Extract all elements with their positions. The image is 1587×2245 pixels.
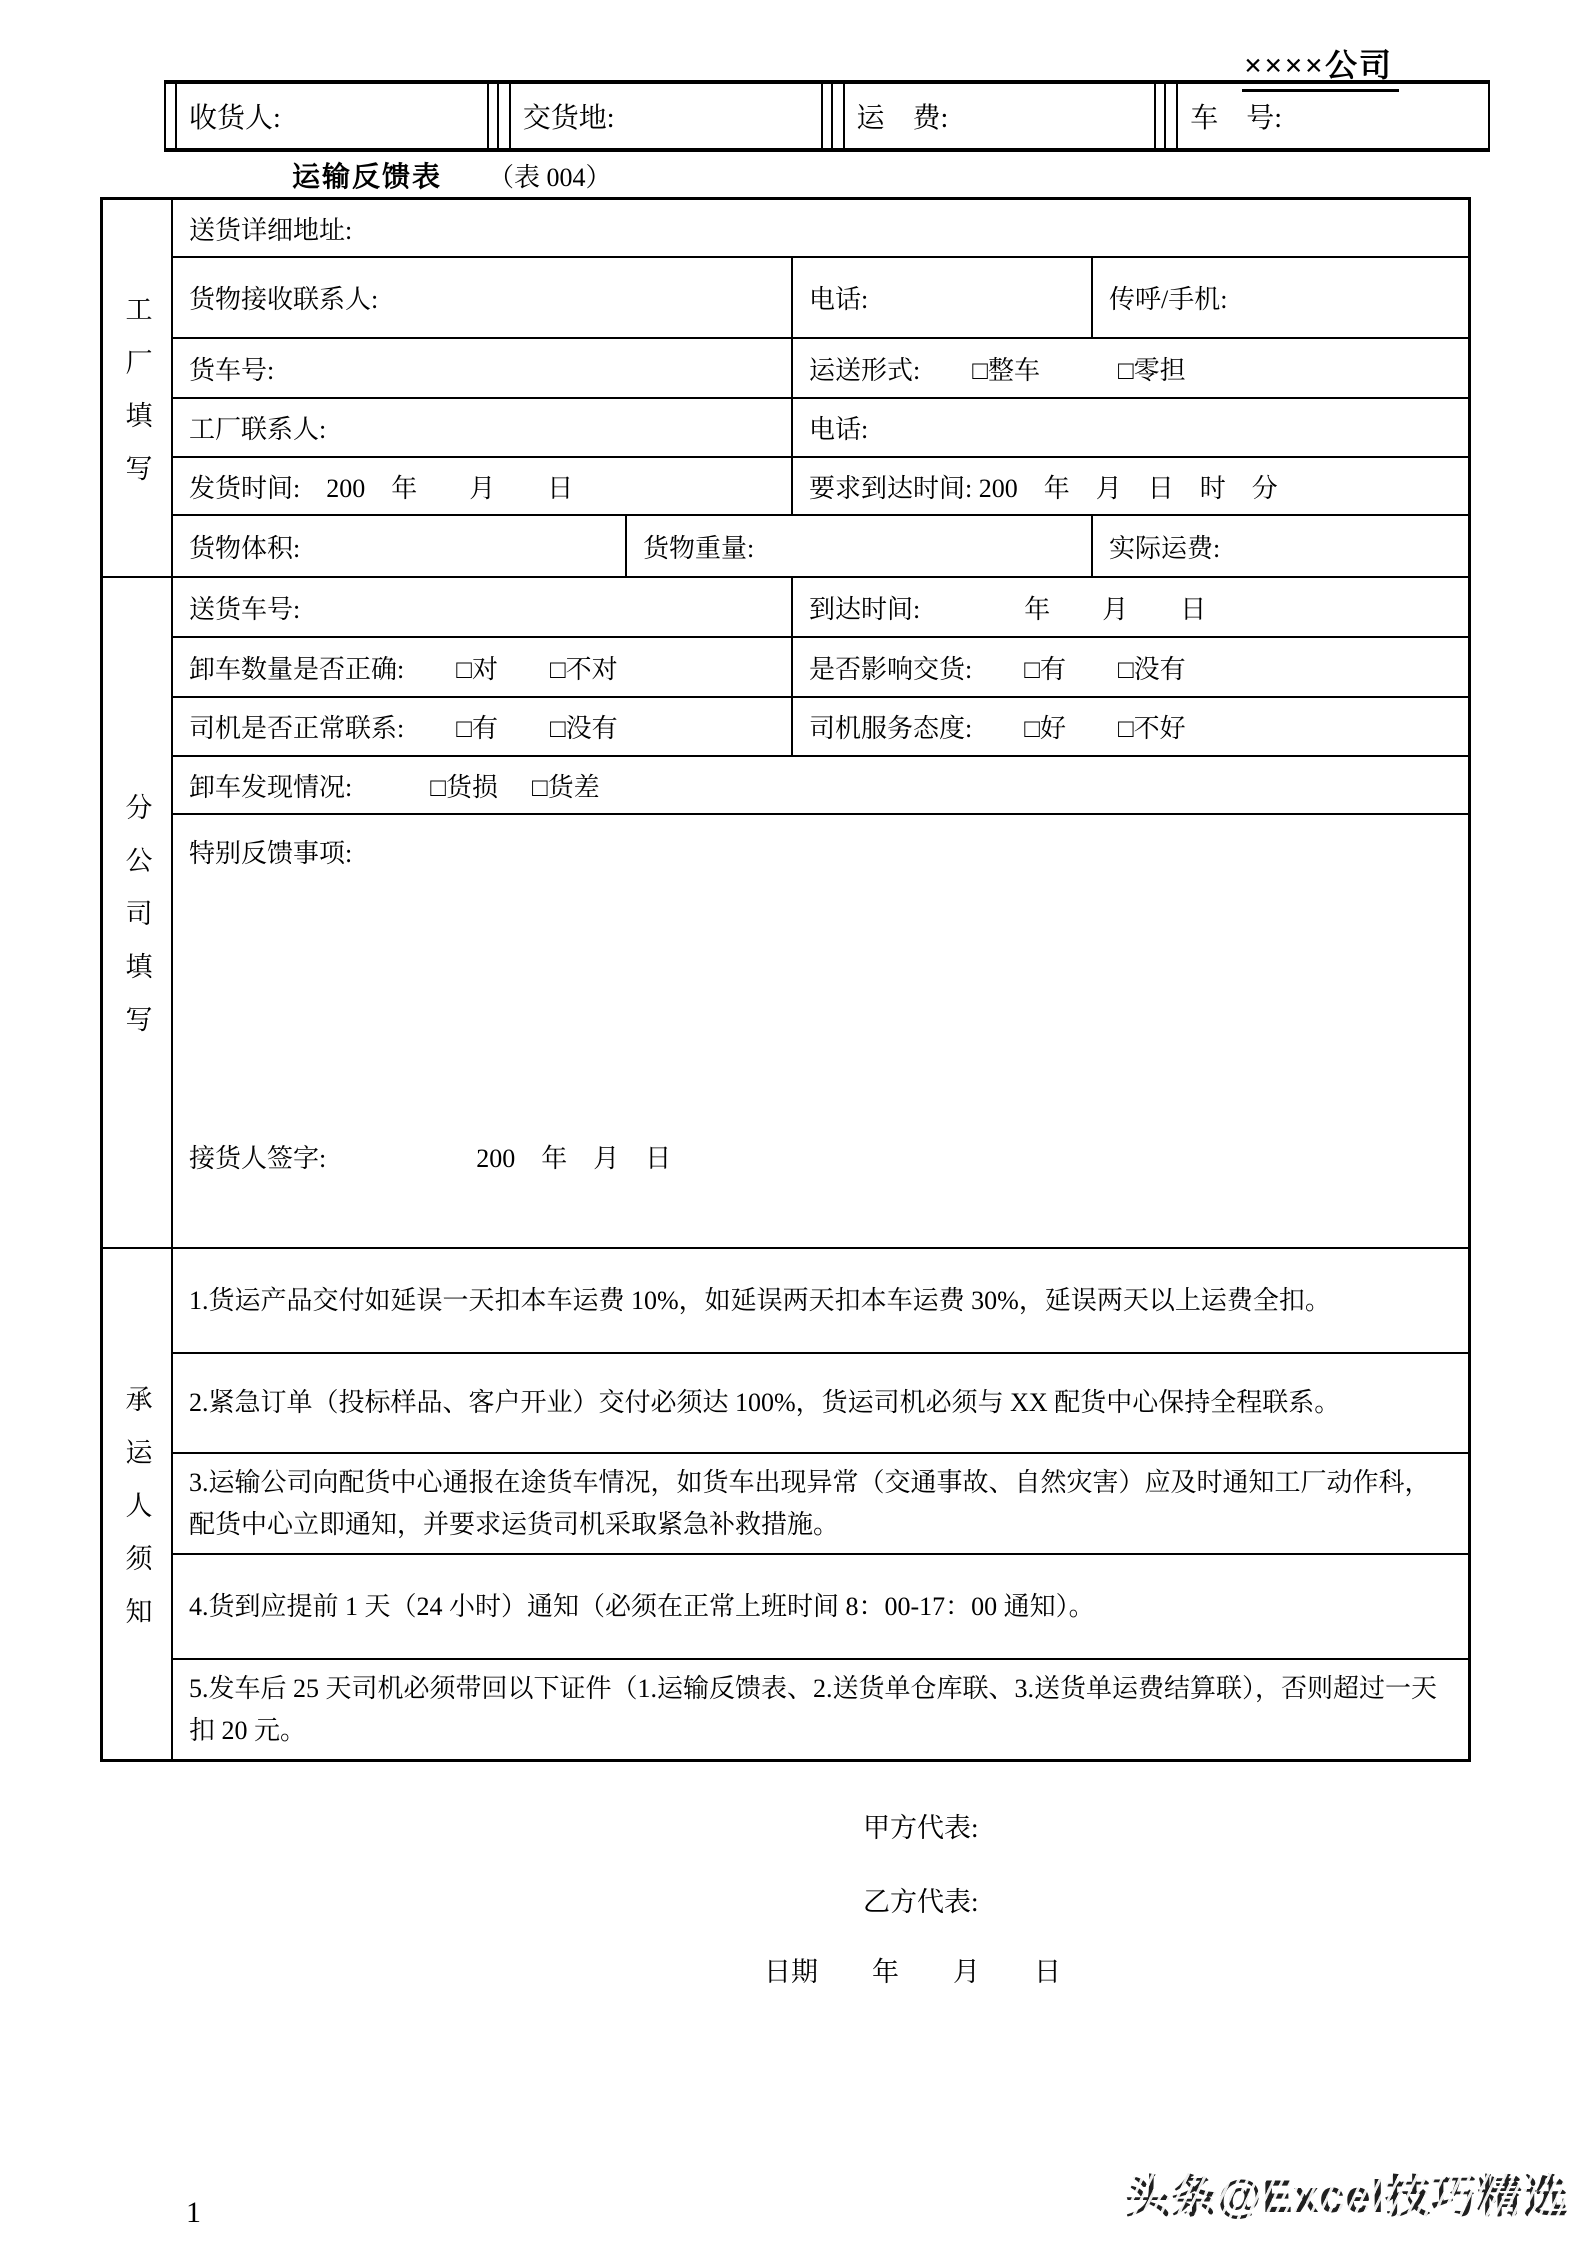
branch-section xyxy=(103,576,1468,1247)
table-row xyxy=(173,638,1468,698)
checkbox-attitude-good[interactable]: □好 xyxy=(1024,714,1066,743)
cargo-weight-label: 货物重量: xyxy=(643,533,755,563)
carrier-note-1: 1.货运产品交付如延误一天扣本车运费 10%，如延误两天扣本车运费 30%，延误两天以上运费全扣。 xyxy=(189,1285,1331,1315)
unload-findings-label: 卸车发现情况: xyxy=(189,772,353,802)
party-a-representative: 甲方代表: xyxy=(863,1813,979,1843)
header-boxes-row xyxy=(164,80,1490,152)
table-row xyxy=(173,815,1468,1247)
checkbox-cargo-damage[interactable]: □货损 xyxy=(430,772,498,802)
receiver-contact-label: 货物接收联系人: xyxy=(189,285,379,314)
required-arrival-label: 要求到达时间: 200 年 月 日 时 分 xyxy=(809,473,1278,503)
delivery-address-field[interactable] xyxy=(173,200,1468,256)
checkbox-qty-incorrect[interactable]: □不对 xyxy=(549,654,618,684)
driver-attitude-label: 司机服务态度: xyxy=(809,714,973,743)
table-row xyxy=(173,339,1468,399)
driver-attitude-field xyxy=(791,698,1468,755)
consignee-label: 收货人: xyxy=(189,103,281,134)
divider-line xyxy=(1156,84,1176,148)
delivery-truck-no-field[interactable] xyxy=(173,578,791,636)
party-b-representative: 乙方代表: xyxy=(863,1887,979,1917)
table-row xyxy=(173,399,1468,458)
unload-qty-label: 卸车数量是否正确: xyxy=(189,654,405,684)
table-row xyxy=(173,1354,1468,1454)
actual-freight-field[interactable] xyxy=(1091,516,1468,576)
divider-line xyxy=(164,84,175,148)
carrier-note-5: 5.发车后 25 天司机必须带回以下证件（1.运输反馈表、2.送货单仓库联、3.送货单运费结算联），否则超过一天扣 20 元。 xyxy=(189,1673,1438,1745)
checkbox-qty-correct[interactable]: □对 xyxy=(456,654,498,684)
table-row xyxy=(173,458,1468,516)
carrier-note-3: 3.运输公司向配货中心通报在途货车情况，如货车出现异常（交通事故、自然灾害）应及时通知工厂动作科，配货中心立即通知，并要求运货司机采取紧急补救措施。 xyxy=(189,1467,1431,1539)
table-row xyxy=(173,1660,1468,1759)
pager-mobile-field[interactable] xyxy=(1091,258,1468,337)
table-row xyxy=(173,258,1468,339)
receiver-phone-field[interactable] xyxy=(791,258,1091,337)
receiver-contact-field[interactable] xyxy=(173,258,791,337)
ship-time-label: 发货时间: 200 年 月 日 xyxy=(189,473,574,503)
checkbox-impact-yes[interactable]: □有 xyxy=(1024,654,1066,684)
factory-phone-label: 电话: xyxy=(809,415,869,444)
freight-label: 运 费: xyxy=(856,103,949,134)
cargo-volume-label: 货物体积: xyxy=(189,533,301,563)
checkbox-cargo-shortage[interactable]: □货差 xyxy=(531,772,600,802)
page-number: 1 xyxy=(186,2196,201,2229)
checkbox-attitude-bad[interactable]: □不好 xyxy=(1117,714,1186,743)
vehicle-no-label: 车 号: xyxy=(1190,103,1283,134)
divider-line xyxy=(823,84,843,148)
delivery-address-label: 送货详细地址: xyxy=(189,215,353,245)
receiver-signature-line xyxy=(189,1138,671,1175)
delivery-impact-label: 是否影响交货: xyxy=(809,654,973,684)
unload-qty-field xyxy=(173,638,791,696)
checkbox-impact-no[interactable]: □没有 xyxy=(1117,654,1186,684)
cargo-volume-field[interactable] xyxy=(173,516,625,576)
table-row xyxy=(173,200,1468,258)
table-row xyxy=(173,757,1468,815)
driver-contact-label: 司机是否正常联系: xyxy=(189,714,405,743)
factory-phone-field[interactable] xyxy=(791,399,1468,456)
receiver-signature-label[interactable]: 接货人签字: xyxy=(189,1144,327,1173)
checkbox-driver-contact-no[interactable]: □没有 xyxy=(549,714,618,743)
special-feedback-field[interactable] xyxy=(173,815,1468,1247)
vehicle-no-box[interactable] xyxy=(1176,84,1490,148)
receiver-phone-label: 电话: xyxy=(809,285,869,314)
freight-box[interactable] xyxy=(843,84,1157,148)
checkbox-less-truckload[interactable]: □零担 xyxy=(1117,355,1186,385)
checkbox-driver-contact-yes[interactable]: □有 xyxy=(456,714,498,743)
main-form-table xyxy=(100,197,1471,1762)
divider-line xyxy=(489,84,509,148)
receiver-signature-date[interactable]: 200 年 月 日 xyxy=(476,1144,672,1173)
truck-no-field[interactable] xyxy=(173,339,791,397)
carrier-note-4: 4.货到应提前 1 天（24 小时）通知（必须在正常上班时间 8：00-17：00 通知）。 xyxy=(189,1591,1095,1621)
carrier-note-2: 2.紧急订单（投标样品、客户开业）交付必须达 100%，货运司机必须与 XX 配货中心保持全程联系。 xyxy=(189,1388,1341,1418)
carrier-side-label: 承运人须知 xyxy=(103,1249,173,1759)
table-row xyxy=(173,1249,1468,1354)
signoff-date-line: 日期 年 月 日 xyxy=(764,1957,1061,1987)
table-row xyxy=(173,698,1468,757)
delivery-place-label: 交货地: xyxy=(522,103,615,134)
factory-side-label: 工厂填写 xyxy=(103,200,173,576)
delivery-truck-no-label: 送货车号: xyxy=(189,594,301,624)
transport-mode-label: 运送形式: xyxy=(809,355,921,385)
driver-contact-field xyxy=(173,698,791,755)
factory-contact-field[interactable] xyxy=(173,399,791,456)
arrival-time-label: 到达时间: 年 月 日 xyxy=(809,594,1207,624)
factory-section xyxy=(103,200,1468,576)
form-title: 运输反馈表 xyxy=(292,162,443,193)
arrival-time-field[interactable] xyxy=(791,578,1468,636)
delivery-place-box[interactable] xyxy=(509,84,823,148)
cargo-weight-field[interactable] xyxy=(625,516,1091,576)
unload-findings-field xyxy=(173,757,1468,813)
table-row xyxy=(173,1454,1468,1555)
table-row xyxy=(173,516,1468,576)
truck-no-label: 货车号: xyxy=(189,355,275,385)
checkbox-full-truckload[interactable]: □整车 xyxy=(972,355,1040,385)
branch-side-label: 分公司填写 xyxy=(103,578,173,1247)
actual-freight-label: 实际运费: xyxy=(1109,533,1221,563)
required-arrival-field[interactable] xyxy=(791,458,1468,514)
ship-time-field[interactable] xyxy=(173,458,791,514)
carrier-section xyxy=(103,1247,1468,1759)
delivery-impact-field xyxy=(791,638,1468,696)
special-feedback-label: 特别反馈事项: xyxy=(189,839,353,868)
title-row xyxy=(292,155,612,195)
transport-mode-field xyxy=(791,339,1468,397)
pager-mobile-label: 传呼/手机: xyxy=(1109,285,1228,314)
form-code: （表 004） xyxy=(488,163,612,192)
table-row xyxy=(173,578,1468,638)
table-row xyxy=(173,1555,1468,1660)
consignee-box[interactable] xyxy=(175,84,489,148)
factory-contact-label: 工厂联系人: xyxy=(189,415,327,444)
watermark-text: 头条@Excel技巧精选 xyxy=(1126,2160,1569,2225)
company-name: ××××公司 xyxy=(1242,40,1399,92)
